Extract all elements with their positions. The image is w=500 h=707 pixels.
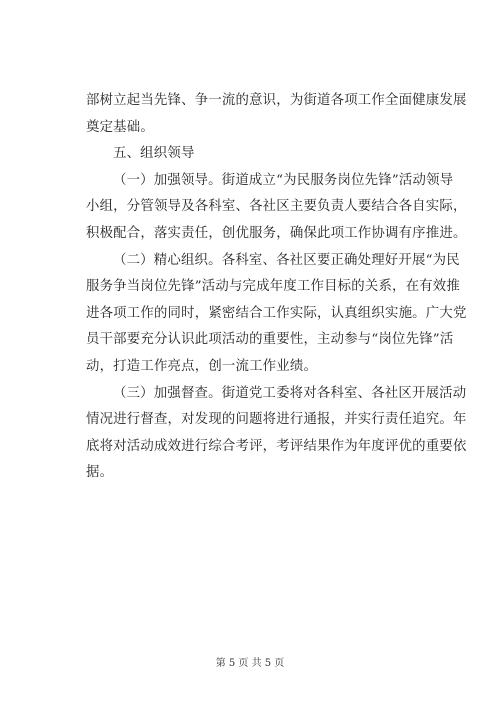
paragraph-line-7: （二）精心组织。各科室、各社区要正确处理好开展“为民 xyxy=(113,252,460,268)
paragraph-line-11: 动，打造工作亮点，创一流工作业绩。 xyxy=(86,358,318,374)
paragraph-line-2: 奠定基础。 xyxy=(86,119,154,135)
paragraph-line-5: 小组，分管领导及各科室、各社区主要负责人要结合各自实际， xyxy=(86,199,467,215)
paragraph-line-13: 情况进行督查，对发现的问题将进行通报，并实行责任追究。年 xyxy=(86,412,467,428)
paragraph-line-4: （一）加强领导。街道成立“为民服务岗位先锋”活动领导 xyxy=(113,172,454,188)
paragraph-line-9: 进各项工作的同时，紧密结合工作实际，认真组织实施。广大党 xyxy=(86,305,467,321)
section-heading-organization: 五、组织领导 xyxy=(113,146,195,162)
page-number-footer: 第 5 页 共 5 页 xyxy=(215,658,285,669)
paragraph-line-10: 员干部要充分认识此项活动的重要性，主动参与“岗位先锋”活 xyxy=(86,332,454,348)
paragraph-line-12: （三）加强督查。街道党工委将对各科室、各社区开展活动 xyxy=(113,385,467,401)
paragraph-line-15: 据。 xyxy=(86,465,114,481)
paragraph-line-1: 部树立起当先锋、争一流的意识，为街道各项工作全面健康发展 xyxy=(86,93,467,108)
paragraph-line-6: 积极配合，落实责任，创优服务，确保此项工作协调有序推进。 xyxy=(86,225,467,241)
paragraph-line-8: 服务争当岗位先锋”活动与完成年度工作目标的关系，在有效推 xyxy=(86,279,460,295)
document-body xyxy=(86,88,467,487)
paragraph-line-14: 底将对活动成效进行综合考评，考评结果作为年度评优的重要依 xyxy=(86,438,467,454)
